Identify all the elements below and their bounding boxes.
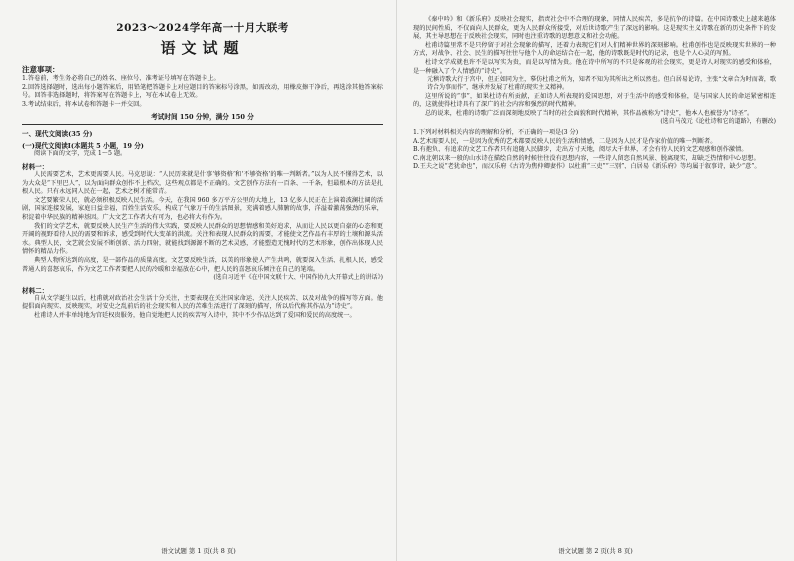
subsection-heading: (一)现代文阅读Ⅰ(本题共 5 小题，19 分)	[22, 142, 144, 151]
option-a: A.艺术需要人民，一是因为优秀的艺术都要反映人民的生活和情感，二是因为人民才是作家价值的唯一判断者。	[413, 137, 717, 145]
body-para: 总的说来，杜甫的诗歌广泛而深刻地反映了当时的社会面貌和时代精神，其作品被称为“诗史”，他本人也被誉为“诗圣”。	[425, 109, 754, 117]
material-one-para: 典型人物所达到的高度，是一部作品的质量高度。文艺要反映生活，以美的形象使人产生共鸣，就要深入生活、扎根人民，感受普通人的喜怒哀乐，作为文艺工作者要把人民的冷暖和幸福放在心中，把人民的喜怒哀乐倾注在自己的笔端。	[22, 256, 383, 273]
notice-2: 2.回答选择题时，选出每小题答案后，用铅笔把答题卡上对应题目的答案标号涂黑，如需改动，用橡皮擦干净后，再选涂其他答案标号。回答非选择题时，将答案写在答题卡上，写在本试卷上无效。	[22, 83, 383, 100]
material-one-para: 我们的文学艺术，就要反映人民生产生活的伟大实践，要反映人民群众的思想情感和美好追求，从而让人民以更自豪的心态和更开阔的视野看待人民的需要和诉求，感受到时代大变革的洪流。关注和表现人民群众的需要，才能使文艺作品有丰厚的土壤和源头活水。典型人民，文艺就会发展不断创新、活力四射，就能找到源源不断的艺术灵感，才能塑造无愧时代的艺术形象，创作出体现人民情怀的精品力作。	[22, 222, 383, 256]
page-footer: 语文试题 第 2 页(共 8 页)	[558, 547, 633, 555]
material-one-para: 人民需要艺术，艺术更需要人民。马克思说：“人民历来就是什事‘够资格’和‘不够资格’的唯一判断者。”以为人民不懂得艺术，以为大众是“下里巴人”，以为面向群众创作不上档次，这些观点都是不正确的。文艺创作方法有一百条、一千条，但最根本的方法是扎根人民。只有永远同人民在一起，艺术之树才能常青。	[22, 170, 383, 196]
body-para: 《秦中吟》和《新乐府》反映社会现实，指责社会中不合理的现象，同情人民疾苦，多是抗争的诗篇。在中国诗歌史上越来越体现的民间性质，不仅面向人民群众，更为人民群众所接受，对后世诗歌产生了深远的影响。这是现实主义诗歌在新的历史条件下的发展，其主导思想在于反映社会现实，同时也注重诗歌的思想意义和社会功能。	[413, 16, 776, 41]
option-b: B.有抱负、有追求的文艺工作者只有追随人民脚步，走出方寸天地，阅尽大千世界，才会有待人民的文艺观感和创作激情。	[413, 146, 748, 154]
material-two-para: 自从文学诞生以后，杜甫就对政治社会生活十分关注，主要表现在关注国家命运、关注人民疾苦、以及对战争的描写等方面。他提倡面向现实、反映现实，对安史之乱前后的社会现实和人民的苦难生活进行了深刻的描写，所以后代称其作品为“诗史”。	[22, 294, 383, 311]
question-1: 1.下列对材料相关内容的理解和分析，不正确的一项是(3 分)	[413, 128, 579, 136]
material-two-label: 材料二：	[22, 286, 49, 295]
subject-title: 语文试题	[160, 39, 245, 57]
exam-title: 2023～2024学年高一十月大联考	[116, 22, 289, 34]
notice-1: 1.答卷前，考生务必将自己的姓名、座位号、准考证号填写在答题卡上。	[22, 75, 220, 82]
block-quote: 元稹诗歌大行于宫中，但正如同为主，摹仿杜甫之所为，知者不知为其所出之所以然也。但白居易论诗，主张“文章合为时而著，歌诗合为事而作”，继承并发展了杜甫的现实主义精神。	[427, 76, 776, 92]
body-para: 这里所说的“事”，如果杜诗有所贡献，正如诗人所表现的爱国思想，对于生活中的感受和体验，是与国家人民的命运紧密相连的，这就使得杜诗具有了深广的社会内容和强烈的时代精神。	[413, 92, 776, 109]
material-one-para: 文艺要繁荣人民，就必须积极反映人民生活。今天，在我国 960 多万平方公里的大地上，13 亿多人民正在上演着波澜壮阔的活剧，国家连接发展，家庭日益幸福，百姓生活安乐，构成了气象万千的生活图景，充满着感人肺腑的故事，洋溢着激荡强劲的乐章，积淀着中华民族的精神基因。广大文艺工作者大有可为，也必将大有作为。	[22, 196, 383, 221]
body-para: 杜甫诗篇里常不是只停留于对社会现象的描写，还着力表现它们对人们精神世界的深刻影响。杜甫创作也是反映现实世界的一种方式，对战争、社会、民生的描写往往与他个人的命运结合在一起，他的诗歌既是时代的记录，也是个人心灵的写照。	[413, 41, 776, 58]
divider	[22, 124, 383, 125]
material-one-source: (选自习近平《在中国文联十大、中国作协九大开幕式上的讲话》)	[213, 274, 383, 282]
option-d: D.王夫之说“老犹命也”，而汉乐府《古诗为焦仲卿妻作》以杜甫“三吏”“三别”、白居易《新乐府》等均属于叙事诗，缺少“意”。	[413, 163, 761, 171]
page-footer: 语文试题 第 1 页(共 8 页)	[161, 547, 236, 555]
material-source: (选自马茂元《论杜诗和它的道路》，有删改)	[660, 118, 776, 126]
page-two	[397, 0, 794, 561]
material-one-label: 材料一：	[22, 162, 49, 171]
notice-3: 3.考试结束后，将本试卷和答题卡一并交回。	[22, 100, 146, 108]
section-heading: 一、现代文阅读(35 分)	[22, 130, 93, 139]
body-para: 杜诗文学成就也许不是以写实为贵，而是以写情为贵。他在诗中所写的不只是客观的社会现实，更是诗人对现实的感受和体验，是一种融入了个人情感的“诗史”。	[413, 58, 776, 75]
notice-heading: 注意事项：	[22, 65, 60, 74]
option-c: C.南北朝以来一般的山水诗在描绘自然的时候往往没有思想内容，一些诗人留恋自然风景、脱离现实，却缺乏热情和中心思想。	[413, 154, 760, 162]
time-score: 考试时间 150 分钟，满分 150 分	[151, 113, 254, 122]
reading-instruction: 阅读下面的文字，完成 1～5 题。	[34, 150, 127, 158]
material-two-para: 杜甫诗人并非单纯地为宫廷权贵服务，他自觉地把人民的疾苦写入诗中，其中不少作品达到了爱国和爱民的高度统一。	[34, 311, 356, 319]
